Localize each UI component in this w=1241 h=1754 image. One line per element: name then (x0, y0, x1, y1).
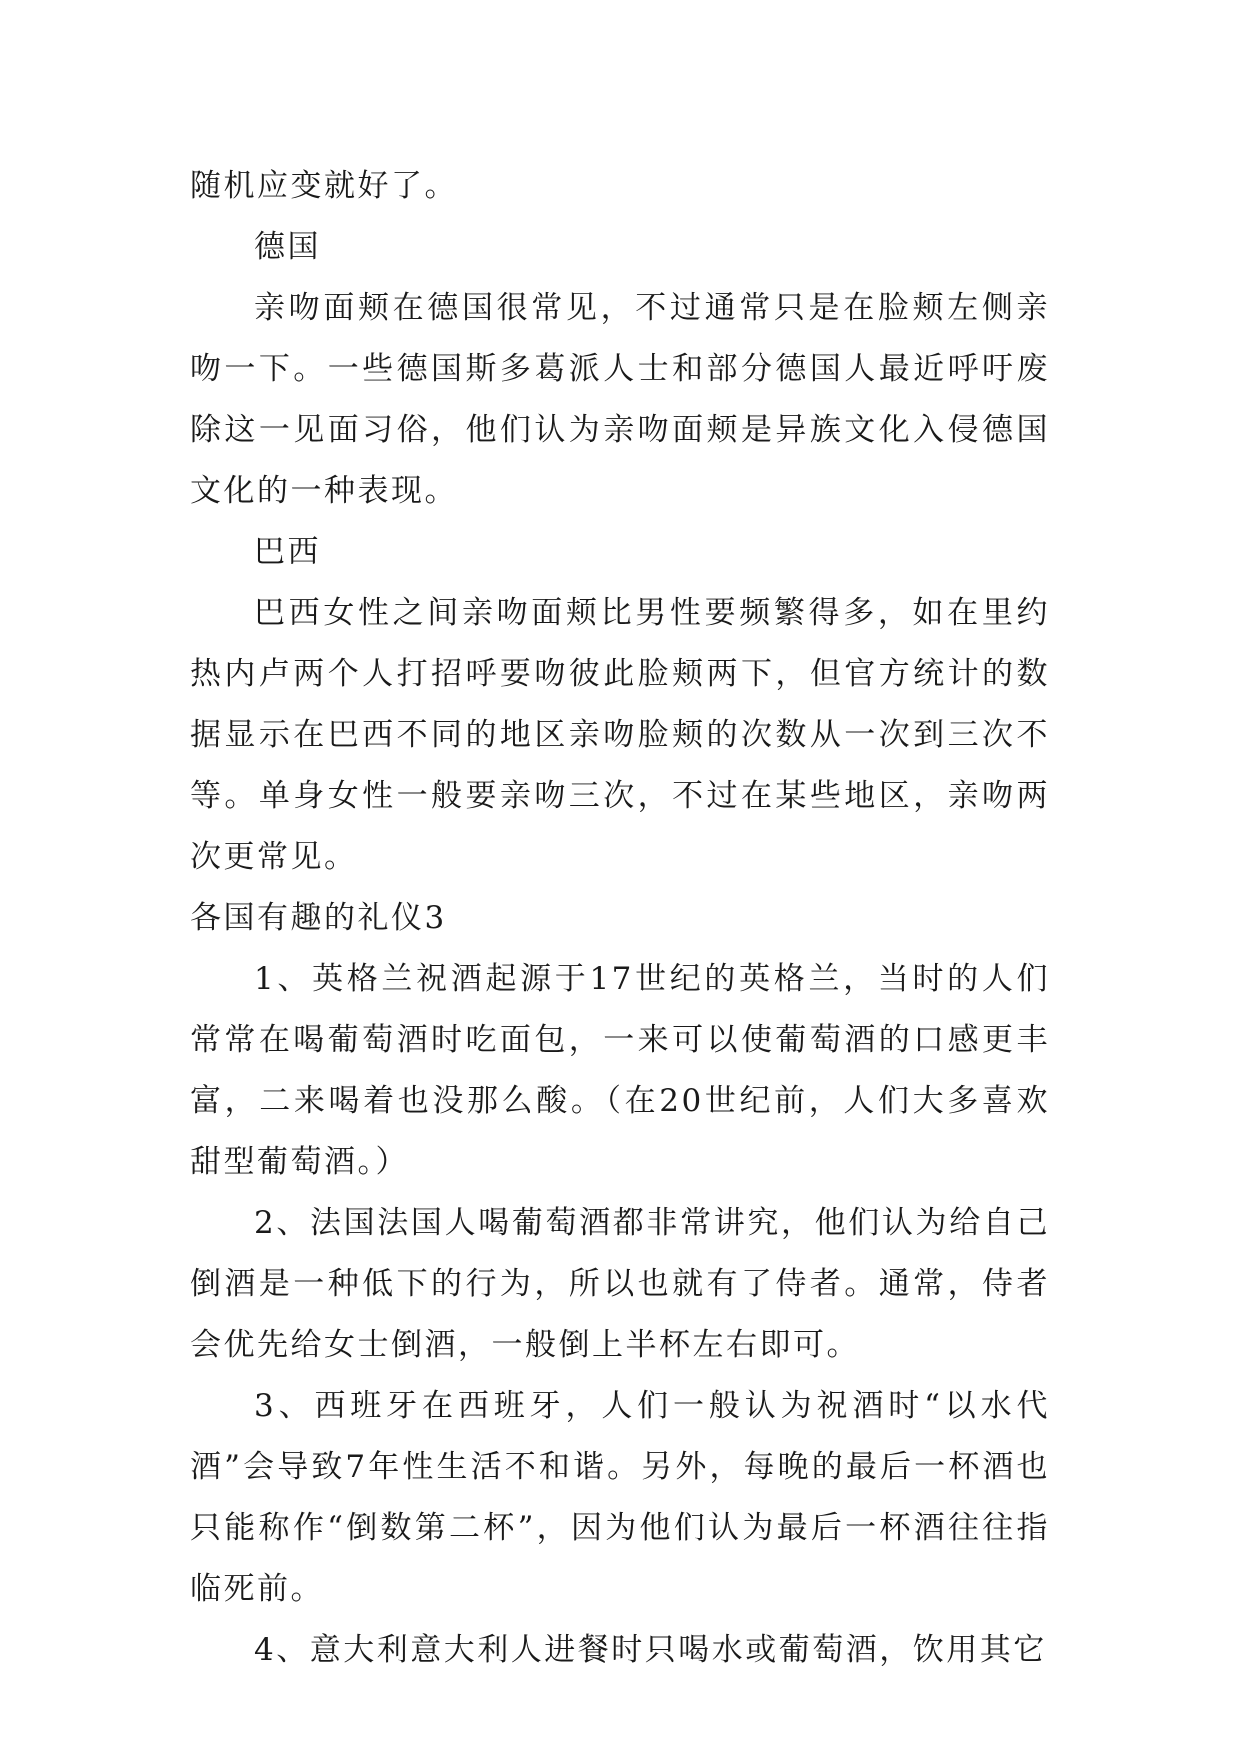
heading-brazil: 巴西 (254, 534, 321, 570)
paragraph-england: 1、英格兰祝酒起源于17世纪的英格兰，当时的人们常常在喝葡萄酒时吃面包，一来可以使葡萄酒的口感更丰富，二来喝着也没那么酸。（在20世纪前，人们大多喜欢甜型葡萄酒。） (190, 961, 1050, 1180)
section-title: 各国有趣的礼仪3 (190, 900, 447, 936)
paragraph-brazil: 巴西女性之间亲吻面颊比男性要频繁得多，如在里约热内卢两个人打招呼要吻彼此脸颊两下，但官方统计的数据显示在巴西不同的地区亲吻脸颊的次数从一次到三次不等。单身女性一般要亲吻三次，不过在某些地区，亲吻两次更常见。 (190, 595, 1050, 875)
paragraph-continuation: 随机应变就好了。 (190, 168, 458, 204)
document-body (190, 156, 1050, 1681)
paragraph-italy: 4、意大利意大利人进餐时只喝水或葡萄酒，饮用其它 (254, 1632, 1047, 1668)
heading-germany: 德国 (254, 229, 321, 265)
paragraph-germany: 亲吻面颊在德国很常见，不过通常只是在脸颊左侧亲吻一下。一些德国斯多葛派人士和部分德国人最近呼吁废除这一见面习俗，他们认为亲吻面颊是异族文化入侵德国文化的一种表现。 (190, 290, 1050, 509)
paragraph-spain: 3、西班牙在西班牙，人们一般认为祝酒时“以水代酒”会导致7年性生活不和谐。另外，每晚的最后一杯酒也只能称作“倒数第二杯”，因为他们认为最后一杯酒往往指临死前。 (190, 1388, 1050, 1607)
paragraph-france: 2、法国法国人喝葡萄酒都非常讲究，他们认为给自己倒酒是一种低下的行为，所以也就有了侍者。通常，侍者会优先给女士倒酒，一般倒上半杯左右即可。 (190, 1205, 1050, 1363)
